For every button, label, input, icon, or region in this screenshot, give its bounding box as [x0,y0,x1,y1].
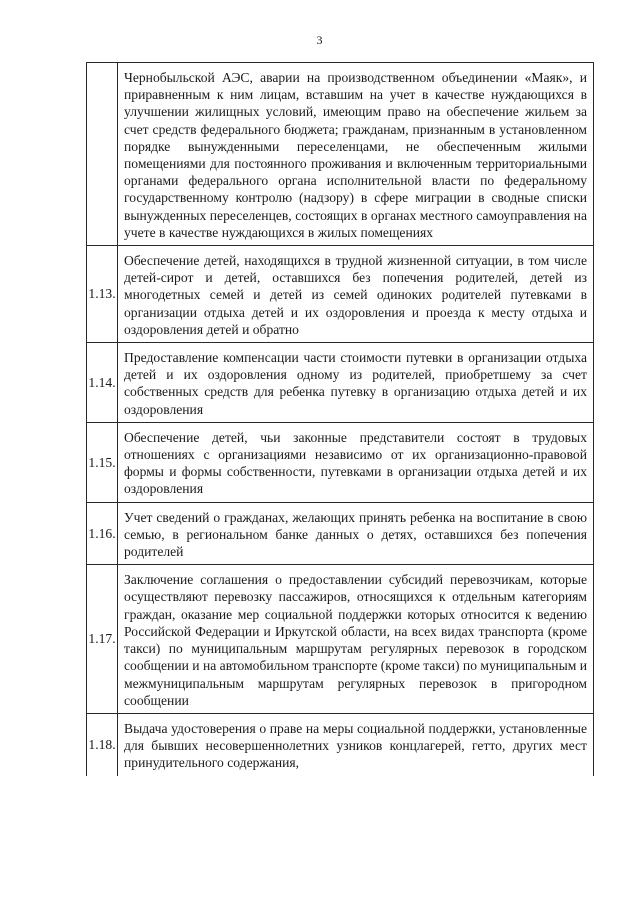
table-row [87,565,594,714]
table-row [87,502,594,565]
row-number: 1.15. [87,422,118,502]
row-number [87,63,118,246]
row-text: Чернобыльской АЭС, аварии на производственном объединении «Маяк», и приравненным к ним лицам, вставшим на учет в качестве нуждающихся в улучшении жилищных условий, имеющим право на обеспечение жильем за счет средств федерального бюджета; гражданам, признанным в установленном порядке вынужденными переселенцами, не обеспеченным жилыми помещениями для постоянного проживания и включенным территориальными органами федерального органа исполнительной власти по федеральному государственному контролю (надзору) в сфере миграции в сводные списки вынужденных переселенцев, состоящих в органах местного самоуправления на учете в качестве нуждающихся в жилых помещениях [118,63,594,246]
row-number: 1.14. [87,343,118,423]
table-row [87,246,594,343]
page-number: 3 [316,33,323,47]
row-text: Заключение соглашения о предоставлении субсидий перевозчикам, которые осуществляют перевозку пассажиров, относящихся к отдельным категориям граждан, оказание мер социальной поддержки которых относится к ведению Российской Федерации и Иркутской области, на всех видах транспорта (кроме такси) по муниципальным маршрутам регулярных перевозок в городском сообщении и на автомобильном транспорте (кроме такси) по муниципальным и межмуниципальным маршрутам регулярных перевозок в пригородном сообщении [118,565,594,714]
row-text: Предоставление компенсации части стоимости путевки в организации отдыха детей и их оздоровления одному из родителей, приобретшему за счет собственных средств для ребенка путевку в организацию отдыха детей и их оздоровления [118,343,594,423]
row-text: Выдача удостоверения о праве на меры социальной поддержки, установленные для бывших несовершеннолетних узников концлагерей, гетто, других мест принудительного содержания, [118,713,594,775]
row-number: 1.13. [87,246,118,343]
table-row [87,713,594,775]
services-table [86,62,594,776]
row-number: 1.16. [87,502,118,565]
row-number: 1.18. [87,713,118,775]
row-text: Обеспечение детей, находящихся в трудной жизненной ситуации, в том числе детей-сирот и детей, оставшихся без попечения родителей, детей из многодетных семей и детей из семей одиноких родителей путевками в организации отдыха детей и их оздоровления и проезда к месту отдыха и оздоровления детей и обратно [118,246,594,343]
table-row [87,343,594,423]
row-number: 1.17. [87,565,118,714]
table-row [87,422,594,502]
table-row [87,63,594,246]
row-text: Обеспечение детей, чьи законные представители состоят в трудовых отношениях с организациями независимо от их организационно-правовой формы и формы собственности, путевками в организации отдыха детей и их оздоровления [118,422,594,502]
row-text: Учет сведений о гражданах, желающих принять ребенка на воспитание в свою семью, в региональном банке данных о детях, оставшихся без попечения родителей [118,502,594,565]
